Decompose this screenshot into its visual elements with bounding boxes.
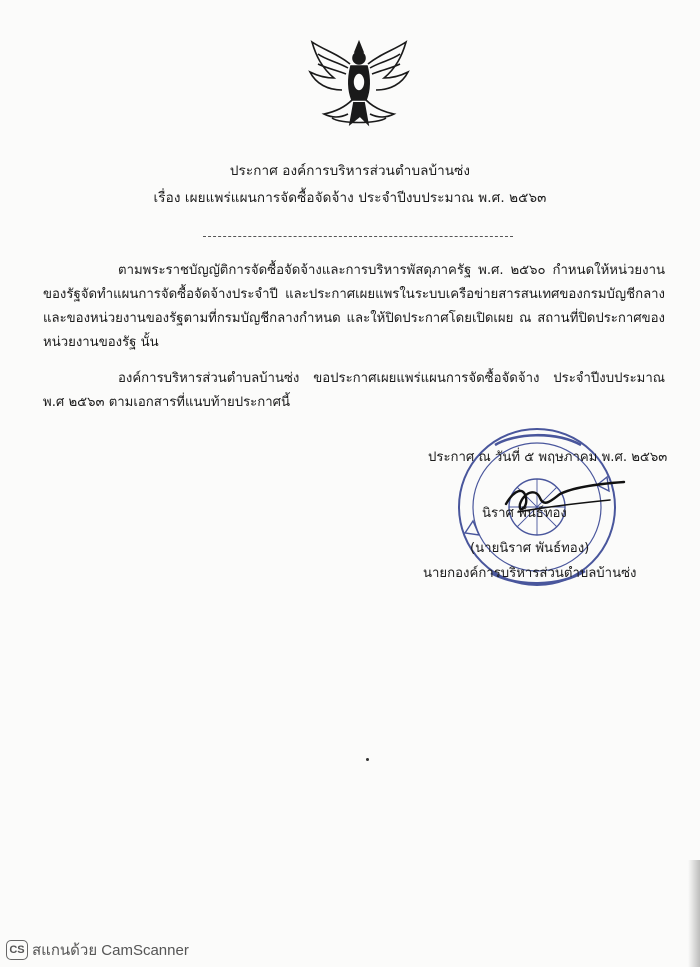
- speck: [366, 758, 369, 761]
- announcement-date: ประกาศ ณ วันที่ ๕ พฤษภาคม พ.ศ. ๒๕๖๓: [428, 450, 668, 465]
- document-subject: เรื่อง เผยแพร่แผนการจัดซื้อจัดจ้าง ประจำปีงบประมาณ พ.ศ. ๒๕๖๓: [153, 190, 547, 206]
- garuda-emblem-icon: [304, 38, 414, 130]
- body-paragraph-1: [43, 259, 665, 355]
- divider: [203, 236, 513, 237]
- signer-name: นิราศ พันธ์ทอง: [482, 506, 567, 521]
- body-paragraph-2: [43, 367, 665, 415]
- scanner-text: สแกนด้วย CamScanner: [32, 942, 189, 959]
- signer-full-name: (นายนิราศ พันธ์ทอง): [470, 541, 590, 556]
- camscanner-logo-icon: CS: [6, 940, 28, 960]
- paragraph-1-text: ตามพระราชบัญญัติการจัดซื้อจัดจ้างและการบริหารพัสดุภาครัฐ พ.ศ. ๒๕๖๐ กำหนดให้หน่วยงานของรัฐจัดทำแผนการจัดซื้อจัดจ้างประจำปี และประกาศเผยแพรในระบบเครือข่ายสารสนเทศของกรมบัญชีกลางและของหน่วยงานของรัฐตามที่กรมบัญชีกลางกำหนด และให้ปิดประกาศโดยเปิดเผย ณ สถานที่ปิดประกาศของหน่วยงานของรัฐ นั้น: [43, 263, 665, 350]
- paragraph-2-text: องค์การบริหารส่วนตำบลบ้านซ่ง ขอประกาศเผยแพร่แผนการจัดซื้อจัดจ้าง ประจำปีงบประมาณ พ.ศ ๒๕๖๓ ตามเอกสารที่แนบท้ายประกาศนี้: [43, 371, 665, 410]
- page-edge-shadow: [688, 860, 700, 967]
- signer-position: นายกองค์การบริหารส่วนตำบลบ้านซ่ง: [423, 566, 637, 581]
- page-title: ประกาศ องค์การบริหารส่วนตำบลบ้านซ่ง: [229, 163, 471, 179]
- scanner-watermark: [6, 939, 189, 961]
